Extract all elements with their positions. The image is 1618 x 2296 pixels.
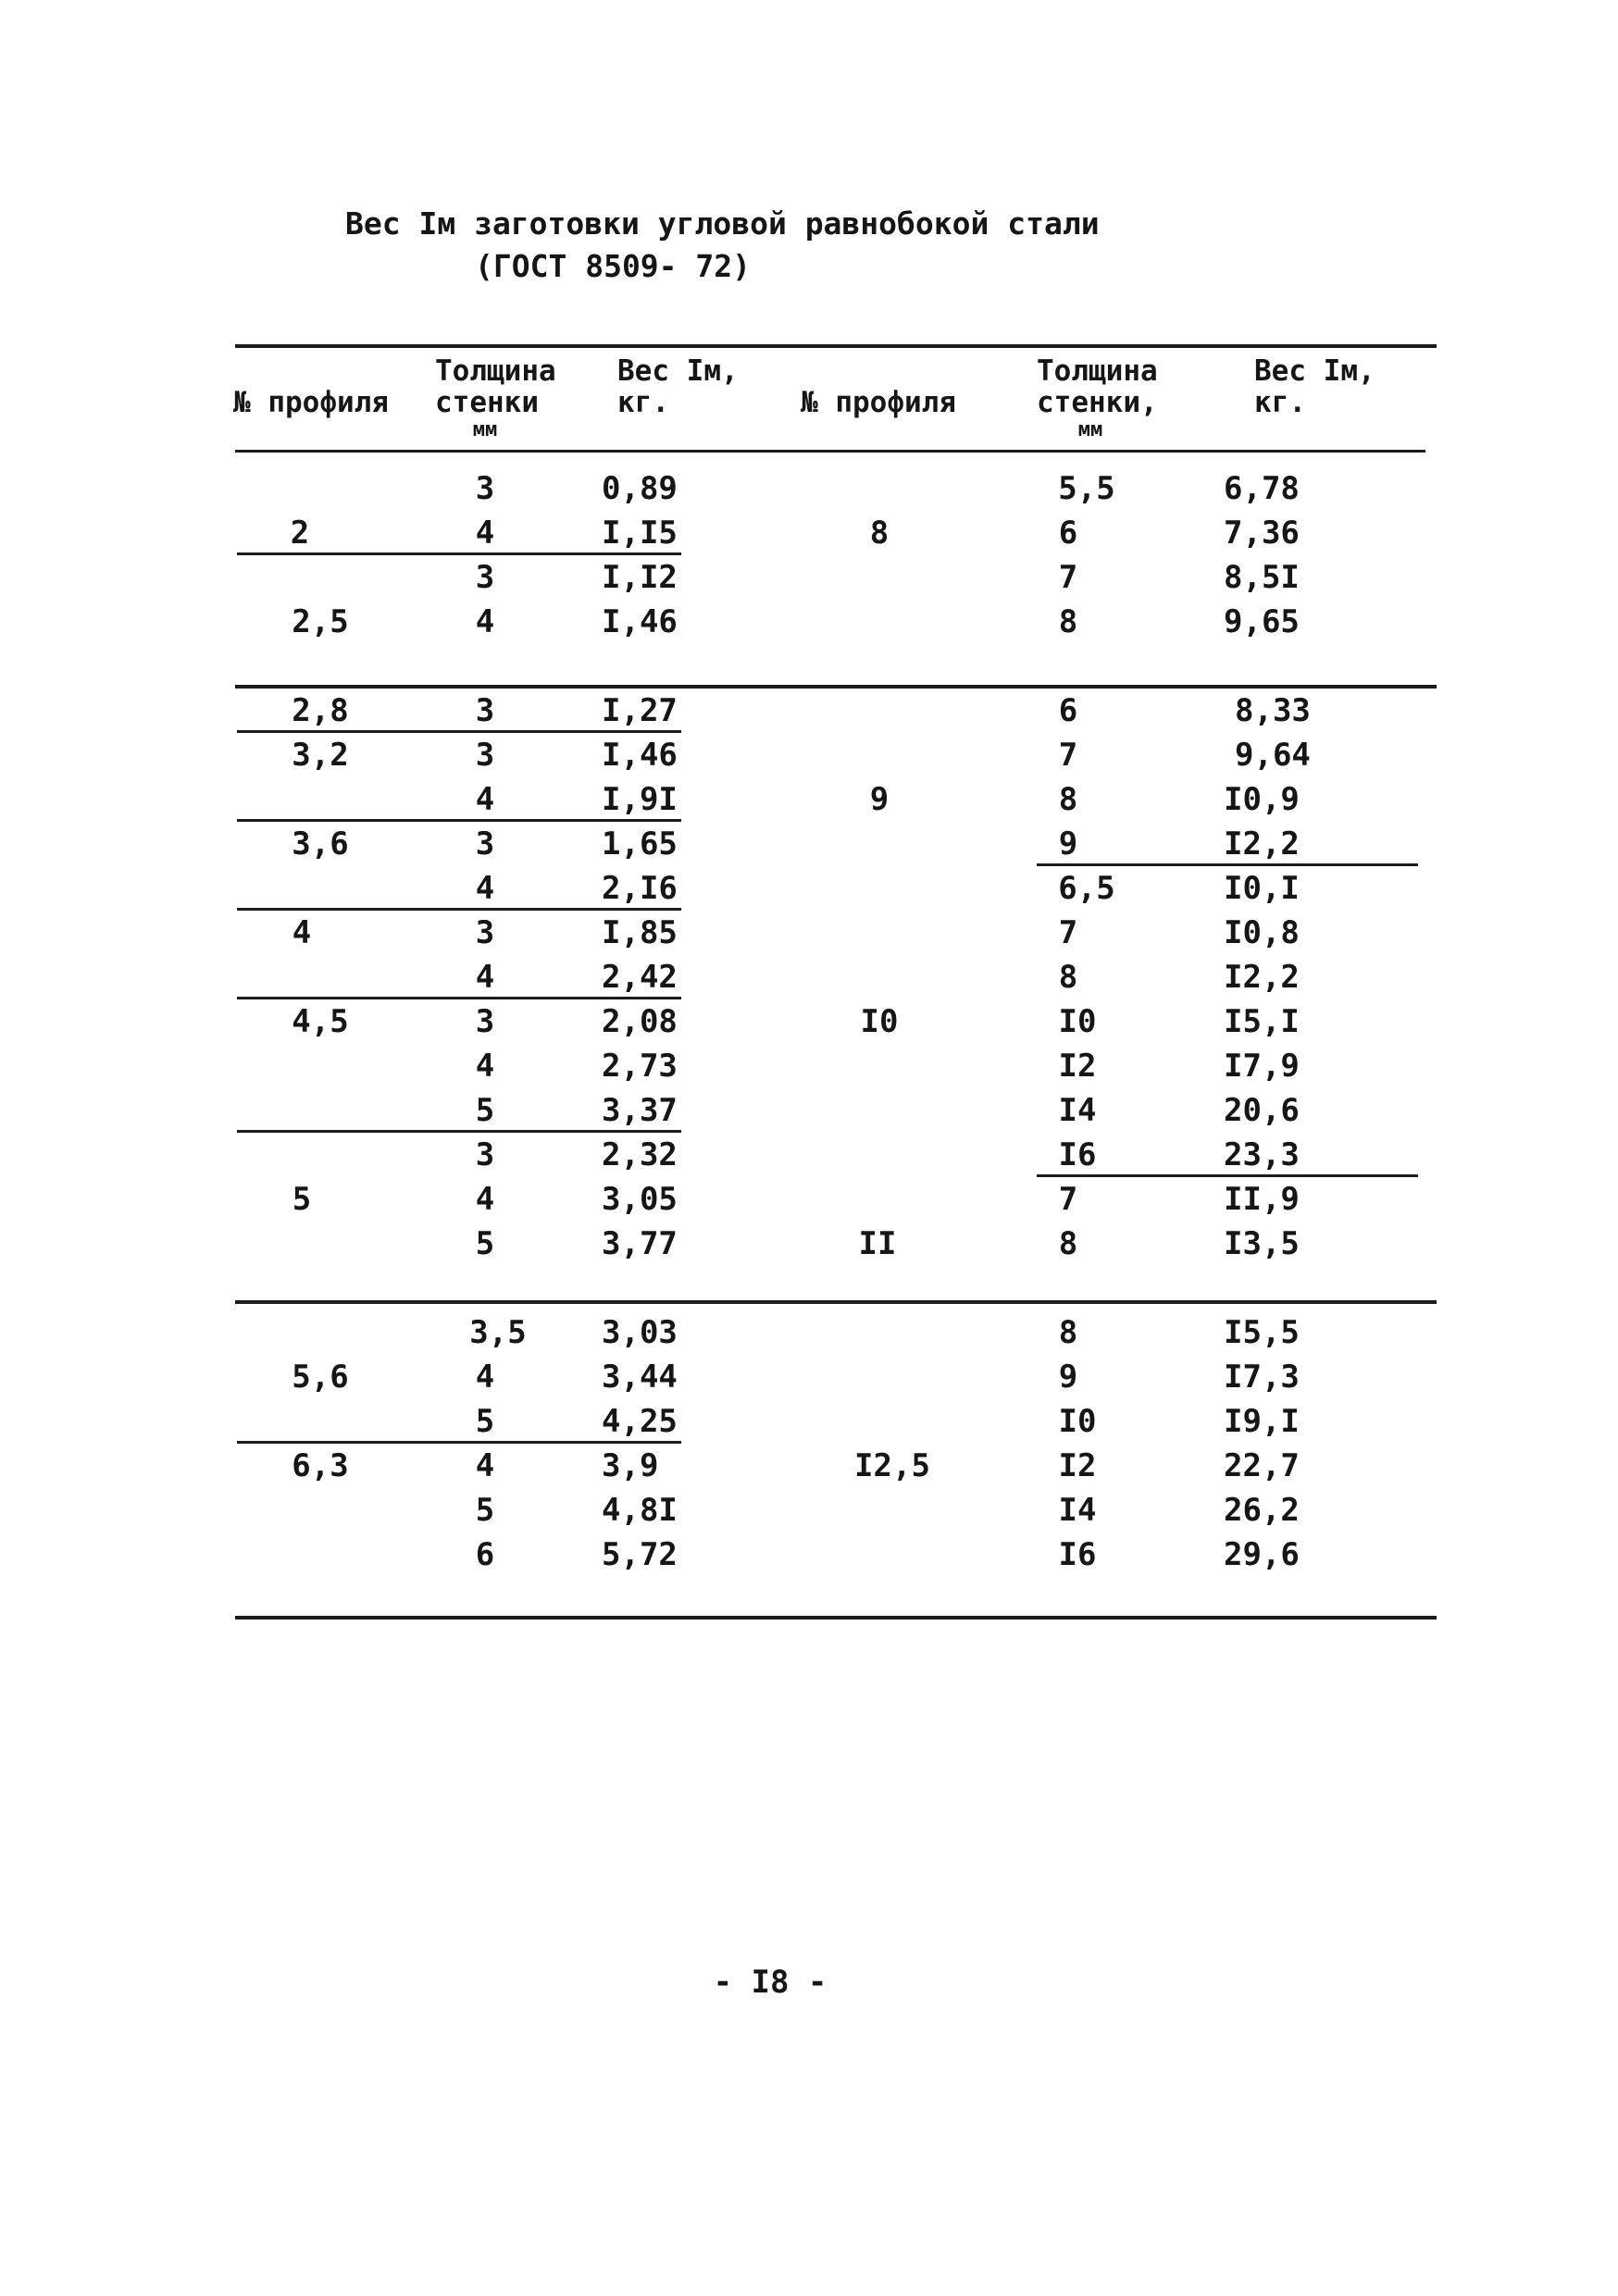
thickness-value: 5,5: [1058, 470, 1115, 507]
weight-value: I3,5: [1224, 1225, 1300, 1262]
group-separator-rule: [237, 1441, 681, 1444]
thickness-value: 8: [1058, 781, 1078, 818]
weight-value: 7,36: [1224, 515, 1300, 552]
thickness-value: I2: [1058, 1447, 1097, 1484]
thickness-value: 4: [475, 603, 495, 640]
weight-value: I0,8: [1224, 914, 1300, 951]
thickness-value: I6: [1058, 1536, 1097, 1573]
thickness-value: 4: [475, 1447, 495, 1484]
group-separator-rule: [237, 908, 681, 911]
weight-value: 6,78: [1224, 470, 1300, 507]
profile-label: 2: [290, 515, 310, 552]
weight-value: 29,6: [1224, 1536, 1300, 1573]
thickness-value: 8: [1058, 1314, 1078, 1351]
weight-value: I7,9: [1224, 1048, 1300, 1085]
weight-value: 3,03: [602, 1314, 678, 1351]
weight-value: 22,7: [1224, 1447, 1300, 1484]
thickness-value: 8: [1058, 603, 1078, 640]
group-separator-rule: [237, 730, 681, 733]
thickness-value: 4: [475, 1048, 495, 1085]
group-separator-rule: [237, 819, 681, 822]
profile-label: 5,6: [292, 1359, 349, 1396]
weight-value: I5,I: [1224, 1003, 1300, 1040]
header-weight-left-2: кг.: [617, 386, 669, 419]
thickness-value: 6,5: [1058, 870, 1115, 907]
profile-label: I0: [860, 1003, 899, 1040]
thickness-value: 7: [1058, 737, 1078, 774]
group-separator-rule: [237, 1130, 681, 1133]
thickness-value: I0: [1058, 1403, 1097, 1440]
thickness-value: 4: [475, 1181, 495, 1218]
profile-label: 3,6: [292, 825, 349, 863]
thickness-value: 9: [1058, 1359, 1078, 1396]
thickness-value: I4: [1058, 1492, 1097, 1529]
weight-value: I,46: [602, 603, 678, 640]
weight-value: 4,25: [602, 1403, 678, 1440]
header-weight-right-2: кг.: [1254, 386, 1306, 419]
weight-value: I,27: [602, 692, 678, 729]
thickness-value: 4: [475, 515, 495, 552]
page-title: Вес Iм заготовки угловой равнобокой стали: [345, 205, 1100, 242]
thickness-value: I0: [1058, 1003, 1097, 1040]
weight-value: I0,I: [1224, 870, 1300, 907]
weight-value: 3,44: [602, 1359, 678, 1396]
weight-value: 9,64: [1235, 737, 1311, 774]
weight-value: 4,8I: [602, 1492, 678, 1529]
weight-value: I,I5: [602, 515, 678, 552]
weight-value: I2,2: [1224, 959, 1300, 996]
header-thickness-unit-left: мм: [472, 418, 498, 441]
weight-value: 3,05: [602, 1181, 678, 1218]
thickness-value: 8: [1058, 1225, 1078, 1262]
thickness-value: 5: [475, 1492, 495, 1529]
weight-value: 3,37: [602, 1092, 678, 1129]
thickness-value: I2: [1058, 1048, 1097, 1085]
thickness-value: 3: [475, 737, 495, 774]
profile-label: 5: [292, 1181, 312, 1218]
thickness-value: 3: [475, 470, 495, 507]
weight-value: 2,I6: [602, 870, 678, 907]
profile-label: 9: [869, 781, 890, 818]
thickness-value: 3: [475, 1003, 495, 1040]
profile-label: II: [858, 1225, 897, 1262]
weight-value: I5,5: [1224, 1314, 1300, 1351]
weight-value: 2,08: [602, 1003, 678, 1040]
header-thickness-unit-right: мм: [1077, 418, 1103, 441]
group-separator-rule: [237, 552, 681, 555]
thickness-value: 4: [475, 959, 495, 996]
thickness-value: 6: [475, 1536, 495, 1573]
thickness-value: 6: [1058, 515, 1078, 552]
thickness-value: 9: [1058, 825, 1078, 863]
weight-value: 20,6: [1224, 1092, 1300, 1129]
header-profile-left: № профиля: [233, 386, 389, 419]
weight-value: 26,2: [1224, 1492, 1300, 1529]
weight-value: 0,89: [602, 470, 678, 507]
thickness-value: 3,5: [469, 1314, 527, 1351]
weight-value: 8,33: [1235, 692, 1311, 729]
profile-label: 3,2: [292, 737, 349, 774]
group-separator-rule: [1037, 863, 1418, 866]
profile-label: 2,8: [292, 692, 349, 729]
section-rule: [235, 685, 1437, 689]
profile-label: 2,5: [292, 603, 349, 640]
thickness-value: 7: [1058, 1181, 1078, 1218]
weight-value: I,46: [602, 737, 678, 774]
profile-label: 4: [292, 914, 312, 951]
profile-label: 4,5: [292, 1003, 349, 1040]
section-rule: [235, 1300, 1437, 1304]
thickness-value: 4: [475, 870, 495, 907]
header-thickness-left-1: Толщина: [435, 354, 556, 388]
thickness-value: I4: [1058, 1092, 1097, 1129]
header-thickness-right-1: Толщина: [1037, 354, 1158, 388]
weight-value: 3,77: [602, 1225, 678, 1262]
weight-value: I,85: [602, 914, 678, 951]
weight-value: I2,2: [1224, 825, 1300, 863]
thickness-value: 3: [475, 825, 495, 863]
page-number: - I8 -: [713, 1964, 828, 2001]
thickness-value: 3: [475, 914, 495, 951]
profile-label: 8: [869, 515, 890, 552]
weight-value: I7,3: [1224, 1359, 1300, 1396]
thickness-value: 6: [1058, 692, 1078, 729]
weight-value: 2,73: [602, 1048, 678, 1085]
weight-value: I,I2: [602, 559, 678, 596]
thickness-value: I6: [1058, 1136, 1097, 1173]
thickness-value: 3: [475, 1136, 495, 1173]
thickness-value: 5: [475, 1092, 495, 1129]
thickness-value: 5: [475, 1225, 495, 1262]
thickness-value: 4: [475, 1359, 495, 1396]
header-weight-right-1: Вес Iм,: [1254, 354, 1375, 388]
header-thickness-left-2: стенки: [435, 386, 539, 419]
page-subtitle: (ГОСТ 8509- 72): [475, 248, 752, 284]
header-bottom-rule: [235, 450, 1425, 453]
weight-value: 3,9: [602, 1447, 659, 1484]
weight-value: 8,5I: [1224, 559, 1300, 596]
weight-value: 2,42: [602, 959, 678, 996]
weight-value: I9,I: [1224, 1403, 1300, 1440]
weight-value: I,9I: [602, 781, 678, 818]
weight-value: 1,65: [602, 825, 678, 863]
thickness-value: 8: [1058, 959, 1078, 996]
thickness-value: 7: [1058, 559, 1078, 596]
group-separator-rule: [237, 997, 681, 999]
weight-value: II,9: [1224, 1181, 1300, 1218]
weight-value: 23,3: [1224, 1136, 1300, 1173]
group-separator-rule: [1037, 1174, 1418, 1177]
thickness-value: 5: [475, 1403, 495, 1440]
weight-value: 2,32: [602, 1136, 678, 1173]
thickness-value: 3: [475, 559, 495, 596]
thickness-value: 3: [475, 692, 495, 729]
header-profile-right: № профиля: [801, 386, 956, 419]
thickness-value: 4: [475, 781, 495, 818]
weight-value: I0,9: [1224, 781, 1300, 818]
profile-label: I2,5: [854, 1447, 930, 1484]
header-weight-left-1: Вес Iм,: [617, 354, 739, 388]
thickness-value: 7: [1058, 914, 1078, 951]
header-thickness-right-2: стенки,: [1037, 386, 1158, 419]
table-bottom-rule: [235, 1616, 1437, 1620]
profile-label: 6,3: [292, 1447, 349, 1484]
weight-value: 9,65: [1224, 603, 1300, 640]
table-top-rule: [235, 344, 1437, 348]
weight-value: 5,72: [602, 1536, 678, 1573]
